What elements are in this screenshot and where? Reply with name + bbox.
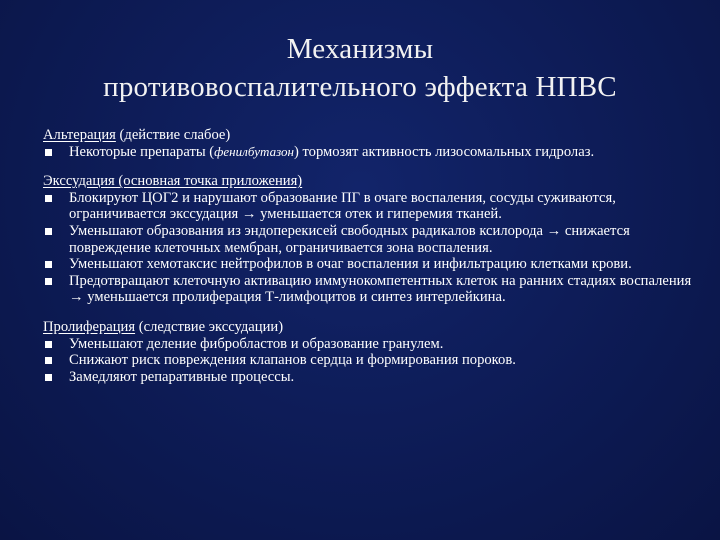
list-item xyxy=(43,190,693,223)
list-item xyxy=(43,369,693,386)
section-proliferation xyxy=(43,319,693,385)
slide-title xyxy=(0,30,720,106)
section-heading-name: Пролиферация xyxy=(43,318,136,335)
bullet-list xyxy=(43,144,693,161)
list-item-text: Предотвращают клеточную активацию иммунокомпетентных клеток на ранних стадиях воспаления → уменьшается пролиферация Т-лимфоцитов и синтез интерлейкина. xyxy=(69,272,692,306)
section-heading-note: (следствие экссудации) xyxy=(135,318,284,335)
list-item xyxy=(43,256,693,273)
slide-content xyxy=(43,127,693,385)
list-item-text-before: Некоторые препараты ( xyxy=(69,143,215,160)
bullet-list xyxy=(43,190,693,306)
list-item-text: Уменьшают деление фибробластов и образование гранулем. xyxy=(69,335,444,352)
section-heading-name: Альтерация xyxy=(43,127,116,143)
list-item-text: Уменьшают хемотаксис нейтрофилов в очаг воспаления и инфильтрацию клетками крови. xyxy=(69,256,632,273)
square-bullet-icon xyxy=(45,278,52,285)
square-bullet-icon xyxy=(45,341,52,348)
drug-name: фенилбутазон xyxy=(214,143,294,159)
section-heading-name: Экссудация (основная точка приложения) xyxy=(43,173,303,190)
section-heading xyxy=(43,173,693,190)
section-heading xyxy=(43,127,693,144)
slide-title-line-2: противовоспалительного эффекта НПВС xyxy=(103,71,617,103)
list-item xyxy=(43,336,693,353)
section-exudation xyxy=(43,173,693,306)
list-item xyxy=(43,223,693,256)
section-heading xyxy=(43,319,693,336)
list-item-text: Снижают риск повреждения клапанов сердца и формирования пороков. xyxy=(69,352,516,369)
square-bullet-icon xyxy=(45,228,52,235)
square-bullet-icon xyxy=(45,149,52,156)
square-bullet-icon xyxy=(45,261,52,268)
square-bullet-icon xyxy=(45,357,52,364)
slide-title-line-1: Механизмы xyxy=(286,33,434,65)
section-alteration xyxy=(43,127,693,160)
list-item-text-after: ) тормозят активность лизосомальных гидролаз. xyxy=(293,143,595,160)
list-item-text: Замедляют репаративные процессы. xyxy=(69,368,295,385)
section-heading-note: (действие слабое) xyxy=(115,127,231,143)
list-item xyxy=(43,144,693,161)
bullet-list xyxy=(43,336,693,386)
square-bullet-icon xyxy=(45,374,52,381)
list-item xyxy=(43,273,693,306)
list-item-text: Блокируют ЦОГ2 и нарушают образование ПГ в очаге воспаления, сосуды суживаются, ограничивается экссудация → уменьшается отек и гиперемия тканей. xyxy=(69,189,616,223)
square-bullet-icon xyxy=(45,195,52,202)
list-item-text: Уменьшают образования из эндоперекисей свободных радикалов ксилорода → снижается повреждение клеточных мембран, ограничивается зона воспаления. xyxy=(69,222,630,256)
list-item xyxy=(43,352,693,369)
